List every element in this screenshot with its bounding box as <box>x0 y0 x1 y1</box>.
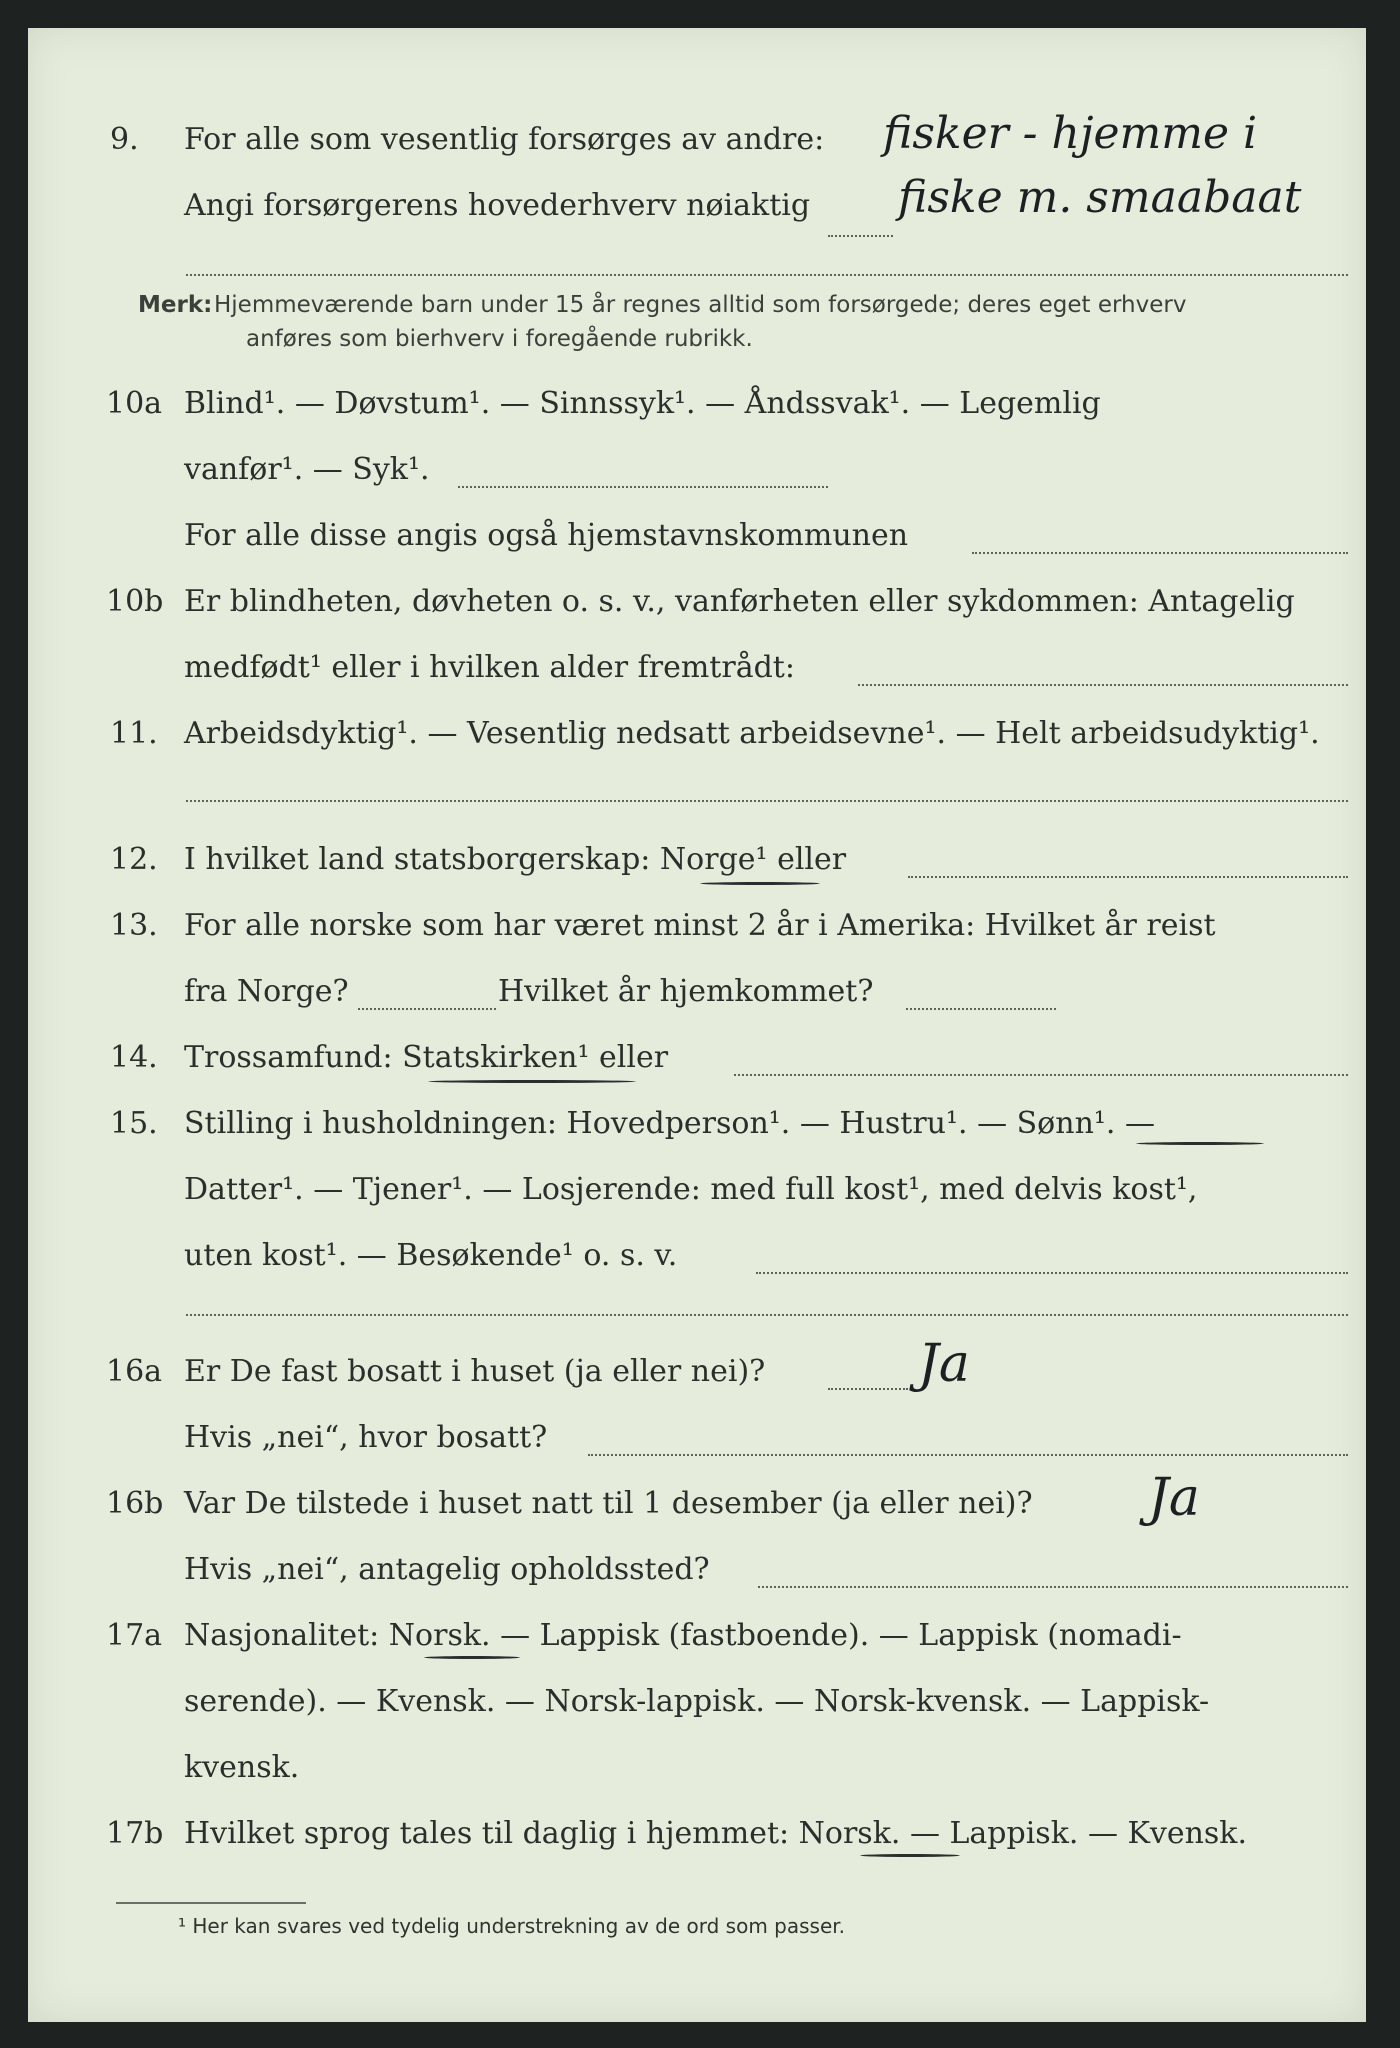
footnote-rule <box>116 1902 306 1904</box>
merk-label: Merk: <box>138 292 213 318</box>
q14-text-1: Trossamfund: Statskirken¹ eller <box>184 1040 669 1075</box>
q12-text-1: I hvilket land statsborgerskap: Norge¹ eller <box>184 842 847 877</box>
q16a-dotted-line-1 <box>828 1388 908 1390</box>
q13-row-2 <box>28 974 1366 1034</box>
q10b-text-2: medfødt¹ eller i hvilken alder fremtrådt: <box>184 650 795 685</box>
q16a-dotted-line-2 <box>588 1454 1348 1456</box>
q16b-number: 16b <box>106 1486 164 1521</box>
q10b-dotted-line <box>858 684 1348 686</box>
q10b-row-1 <box>28 584 1366 644</box>
q10b-number: 10b <box>106 584 164 619</box>
q17b-norsk-underline <box>860 1854 960 1857</box>
q14-number: 14. <box>110 1040 158 1075</box>
q17a-text-2: serende). — Kvensk. — Norsk-lappisk. — Norsk-kvensk. — Lappisk- <box>184 1684 1210 1719</box>
q9-text-1: For alle som vesentlig forsørges av andre: <box>184 122 825 157</box>
q9-number: 9. <box>110 122 139 157</box>
q11-blank-line <box>186 800 1348 802</box>
q15-row-2 <box>28 1172 1366 1232</box>
q16b-text-2: Hvis „nei“, antagelig opholdssted? <box>184 1552 710 1587</box>
q10b-row-2 <box>28 650 1366 710</box>
q17a-text-3: kvensk. <box>184 1750 300 1785</box>
q13-text-2a: fra Norge? <box>184 974 349 1009</box>
q15-sonn-underline <box>1136 1142 1264 1145</box>
q11-text-1: Arbeidsdyktig¹. — Vesentlig nedsatt arbeidsevne¹. — Helt arbeidsudyktig¹. <box>184 716 1320 751</box>
q17a-row-3 <box>28 1750 1366 1810</box>
q16b-row-2 <box>28 1552 1366 1612</box>
q17a-row-2 <box>28 1684 1366 1744</box>
q12-dotted-line <box>908 876 1348 878</box>
q15-text-3: uten kost¹. — Besøkende¹ o. s. v. <box>184 1238 678 1273</box>
q9-answer-2: fiske m. smaabaat <box>898 172 1302 223</box>
q9-text-2: Angi forsørgerens hovederhverv nøiaktig <box>184 188 811 223</box>
q11-number: 11. <box>110 716 158 751</box>
q15-number: 15. <box>110 1106 158 1141</box>
q9-answer-1: fisker - hjemme i <box>883 108 1258 159</box>
q12-number: 12. <box>110 842 158 877</box>
q15-dotted-line <box>756 1272 1348 1274</box>
q15-text-1: Stilling i husholdningen: Hovedperson¹. — Hustru¹. — Sønn¹. — <box>184 1106 1155 1141</box>
q16b-dotted-line <box>758 1586 1348 1588</box>
q10a-dotted-line-2 <box>972 552 1348 554</box>
q17a-number: 17a <box>106 1618 163 1653</box>
q9-blank-line <box>186 274 1348 276</box>
q11-row-1 <box>28 716 1366 776</box>
q10a-dotted-line-1 <box>458 486 828 488</box>
census-form-page <box>28 28 1366 2022</box>
q13-text-2b: Hvilket år hjemkommet? <box>498 974 874 1009</box>
q13-text-1: For alle norske som har været minst 2 år i Amerika: Hvilket år reist <box>184 908 1216 943</box>
merk-text-2: anføres som bierhverv i foregående rubrikk. <box>246 326 753 352</box>
q16a-text-1: Er De fast bosatt i huset (ja eller nei)? <box>184 1354 766 1389</box>
q13-dotted-line-2 <box>906 1008 1056 1010</box>
q15-row-1 <box>28 1106 1366 1166</box>
q16a-number: 16a <box>106 1354 163 1389</box>
q17a-text-1: Nasjonalitet: Norsk. — Lappisk (fastboende). — Lappisk (nomadi- <box>184 1618 1182 1653</box>
q10a-text-1: Blind¹. — Døvstum¹. — Sinnssyk¹. — Åndssvak¹. — Legemlig <box>184 386 1101 421</box>
q10a-row-2 <box>28 452 1366 512</box>
q10a-text-3: For alle disse angis også hjemstavnskommunen <box>184 518 909 553</box>
q16a-text-2: Hvis „nei“, hvor bosatt? <box>184 1420 548 1455</box>
q17b-text-1: Hvilket sprog tales til daglig i hjemmet: Norsk. — Lappisk. — Kvensk. <box>184 1816 1248 1851</box>
q16a-answer: Ja <box>918 1334 970 1394</box>
merk-text-1: Hjemmeværende barn under 15 år regnes alltid som forsørgede; deres eget erhverv <box>214 292 1187 318</box>
q13-number: 13. <box>110 908 158 943</box>
footnote: ¹ Her kan svares ved tydelig understrekning av de ord som passer. <box>178 1914 846 1938</box>
q15-blank-line <box>186 1314 1348 1316</box>
q10a-row-1 <box>28 386 1366 446</box>
q14-dotted-line <box>734 1074 1348 1076</box>
q14-statskirken-underline <box>428 1080 636 1083</box>
q10a-text-2: vanfør¹. — Syk¹. <box>184 452 430 487</box>
q15-text-2: Datter¹. — Tjener¹. — Losjerende: med full kost¹, med delvis kost¹, <box>184 1172 1198 1207</box>
q10a-number: 10a <box>106 386 163 421</box>
q13-row-1 <box>28 908 1366 968</box>
q16b-text-1: Var De tilstede i huset natt til 1 desember (ja eller nei)? <box>184 1486 1033 1521</box>
q9-dotted-line <box>828 235 893 237</box>
q12-norge-underline <box>700 882 820 885</box>
q13-dotted-line-1 <box>358 1008 496 1010</box>
q12-row-1 <box>28 842 1366 902</box>
q16a-row-1 <box>28 1354 1366 1414</box>
q16b-answer: Ja <box>1148 1468 1200 1528</box>
q17b-number: 17b <box>106 1816 164 1851</box>
q17a-row-1 <box>28 1618 1366 1678</box>
q10b-text-1: Er blindheten, døvheten o. s. v., vanførheten eller sykdommen: Antagelig <box>184 584 1295 619</box>
q17a-norsk-underline <box>424 1656 520 1659</box>
q14-row-1 <box>28 1040 1366 1100</box>
q10a-row-3 <box>28 518 1366 578</box>
q17b-row-1 <box>28 1816 1366 1876</box>
q15-row-3 <box>28 1238 1366 1298</box>
